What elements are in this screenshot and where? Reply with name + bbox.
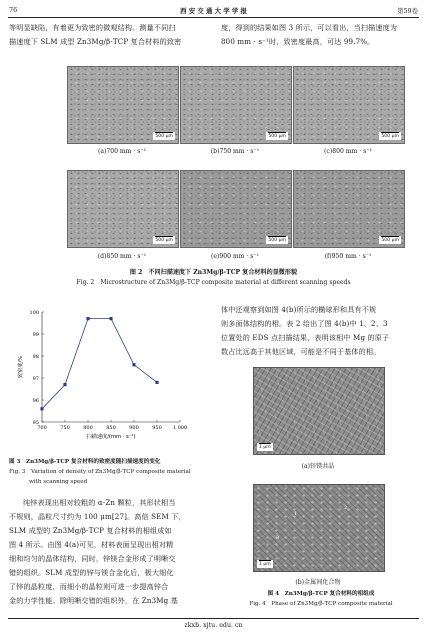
density-line <box>42 319 157 409</box>
data-point <box>155 381 158 384</box>
text-line: 数占比远高于其他区域，可能是不同于基体的相。 <box>221 347 381 356</box>
caption-line: with scanning speed <box>29 478 88 485</box>
text-line: 图 4 所示。由图 4(a)可见，材料表面呈现出相对精 <box>9 540 174 549</box>
data-point <box>86 317 89 320</box>
scale-bar: 1 μm <box>257 560 273 569</box>
subcaption-4a: (a)锌镁共晶 <box>301 463 335 470</box>
text-line: 纯锌表现出相对较粗的 α-Zn 颗粒，其形状相当 <box>23 498 176 507</box>
text-line: 描速度下 SLM 成型 Zn3Mg/β-TCP 复合材料的致密 <box>9 37 182 46</box>
y-tick-label: 97 <box>32 375 39 382</box>
x-tick-label: 1 000 <box>172 425 188 431</box>
journal-title: 西 安 交 通 大 学 学 报 <box>180 7 247 15</box>
text-line: 则多面体结构的相。表 2 给出了图 4(b)中 1、2、3 <box>221 319 388 328</box>
text-line: 体中还观察到如图 4(b)所示的椭球形和具有不规 <box>221 305 377 314</box>
sem-image-a <box>253 367 385 455</box>
left-top-paragraph <box>9 21 214 49</box>
x-tick-label: 700 <box>37 425 47 431</box>
figure-4-caption-en: Fig. 4 Phase of Zn3Mg/β-TCP composite material <box>249 601 393 607</box>
point-label-3: 3 <box>276 535 280 541</box>
header-rule <box>8 17 419 18</box>
scale-bar: 1 μm <box>257 443 273 452</box>
text-line: 了锌的晶粒度，而细小的晶粒则可进一步提高锌合 <box>9 582 169 591</box>
text-line: 错的组织。SLM 成型的锌与镁合金化后，极大细化 <box>9 568 174 577</box>
figure-4-caption-cn: 图 4 Zn3Mg/β-TCP 复合材料的相组成 <box>267 591 375 597</box>
scale-bar: 500 μm <box>379 236 401 245</box>
point-label-1: 1 <box>294 511 298 517</box>
text-line: 位置处的 EDS 点扫描结果，表明该相中 Mg 的原子 <box>221 333 390 342</box>
subcaption-4b: (b)金属间化合物 <box>295 579 341 586</box>
text-line: 等明显缺陷，有着更为致密的微观结构。测量不同扫 <box>9 23 176 32</box>
left-bottom-paragraph <box>9 496 217 608</box>
x-tick-label: 800 <box>83 425 93 431</box>
page-number: 76 <box>9 6 18 14</box>
text-line: 800 mm · s⁻¹时，致密度最高，可达 99.7%。 <box>221 37 375 46</box>
text-line: 细和均匀的晶体结构，同时，锌镁合金形成了明晰交 <box>9 554 176 563</box>
figure-2-caption-cn: 图 2 不同扫描速度下 Zn3Mg/β-TCP 复合材料的显微形貌 <box>129 269 298 276</box>
text-line: 金的力学性能。除明晰交错的组织外，在 Zn3Mg 基 <box>9 596 179 605</box>
data-point <box>132 363 135 366</box>
y-tick-label: 100 <box>29 309 39 316</box>
density-chart <box>8 302 213 452</box>
subcaption-a: (a)700 mm · s⁻¹ <box>97 148 147 155</box>
micrograph-f <box>293 170 405 248</box>
x-tick-label: 900 <box>129 425 139 431</box>
subcaption-f: (f)950 mm · s⁻¹ <box>324 253 372 260</box>
y-tick-label: 99 <box>32 331 39 338</box>
caption-line: Fig. 3 Variation of density of Zn3Mg/β-TCP composite material <box>9 469 191 475</box>
text-line: 度，得到的结果如图 3 所示，可以看出，当扫描速度为 <box>221 23 398 32</box>
micrograph-b <box>180 66 292 144</box>
figure-2-caption-en: Fig. 2 Microstructure of Zn3Mg/β-TCP composite material at different scanning speeds <box>76 279 351 286</box>
y-axis-label: 致密度/% <box>18 355 24 379</box>
sem-image-b <box>253 484 385 572</box>
point-label-2: 2 <box>344 505 348 511</box>
subcaption-c: (c)800 mm · s⁻¹ <box>324 148 372 155</box>
y-tick-label: 98 <box>32 353 39 360</box>
micrograph-a <box>67 66 179 144</box>
scale-bar: 500 μm <box>379 132 401 141</box>
data-point <box>109 317 112 320</box>
text-line: 不规则，晶粒尺寸约为 100 μm[27]。高倍 SEM 下， <box>9 512 186 521</box>
right-mid-paragraph <box>221 303 421 359</box>
y-tick-label: 95 <box>32 419 39 426</box>
text-line: SLM 成型的 Zn3Mg/β-TCP 复合材料的相组成如 <box>9 526 172 535</box>
figure-3-caption-cn: 图 3 Zn3Mg/β-TCP 复合材料的致密度随扫描速度的变化 <box>9 459 161 465</box>
data-point <box>40 407 43 410</box>
x-tick-label: 750 <box>60 425 70 431</box>
scale-bar: 500 μm <box>266 132 288 141</box>
scale-bar: 500 μm <box>153 132 175 141</box>
subcaption-b: (b)750 mm · s⁻¹ <box>210 148 260 155</box>
footer-rule <box>8 618 419 619</box>
y-tick-label: 96 <box>32 397 39 404</box>
scale-bar: 500 μm <box>266 236 288 245</box>
subcaption-d: (d)850 mm · s⁻¹ <box>97 253 147 260</box>
subcaption-e: (e)900 mm · s⁻¹ <box>210 253 260 260</box>
micrograph-e <box>180 170 292 248</box>
x-axis-label: 扫描速度/(mm · s⁻¹) <box>86 434 136 440</box>
x-tick-label: 850 <box>106 425 116 431</box>
right-top-paragraph <box>221 21 421 49</box>
x-tick-label: 950 <box>152 425 162 431</box>
micrograph-d <box>67 170 179 248</box>
figure-3-caption-en <box>9 468 219 487</box>
micrograph-c <box>293 66 405 144</box>
volume-label: 第59卷 <box>397 7 418 15</box>
scale-bar: 500 μm <box>153 236 175 245</box>
footer-url: zkxb. xjtu. edu. cn <box>184 622 243 629</box>
data-point <box>63 383 66 386</box>
